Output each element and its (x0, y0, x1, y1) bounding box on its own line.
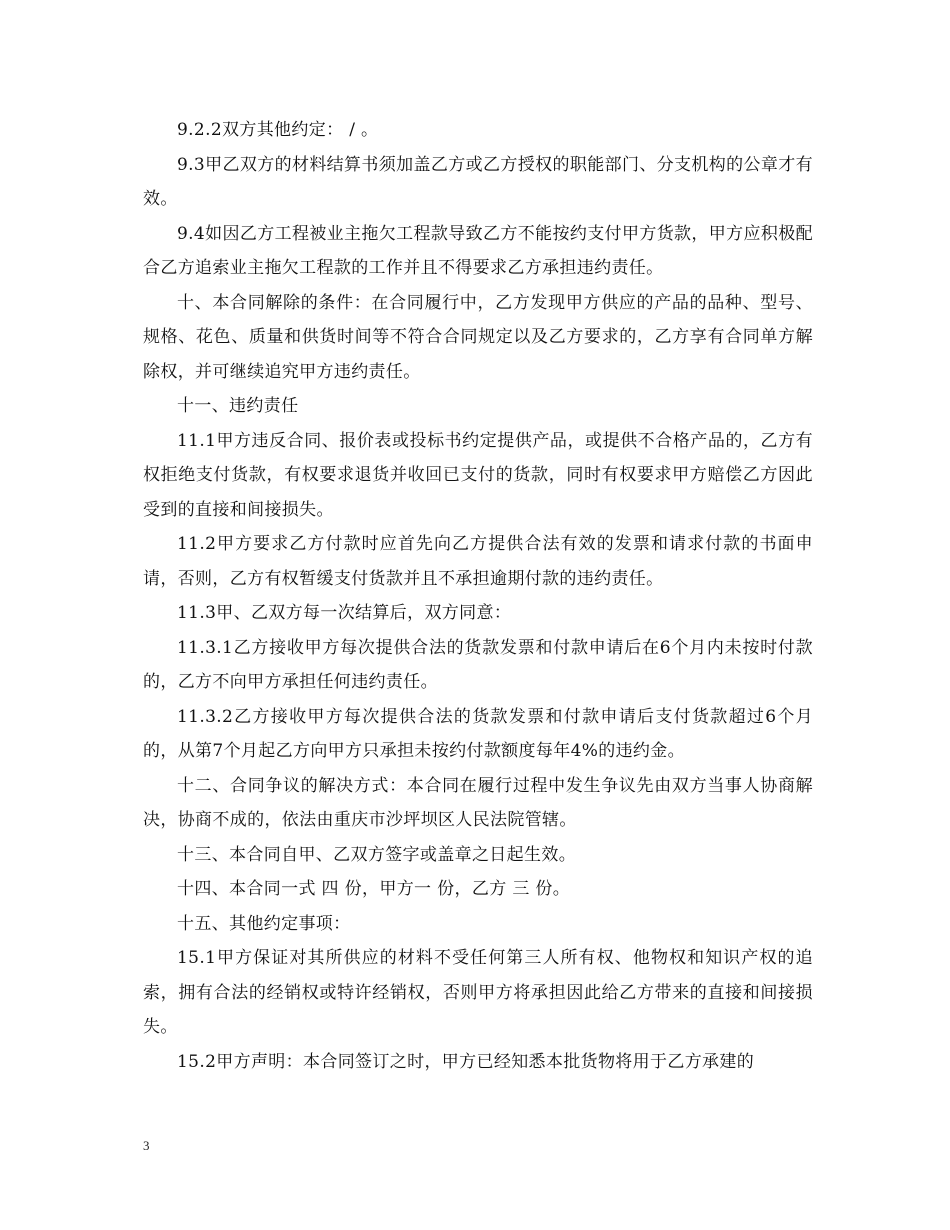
clause-11-heading: 十一、违约责任 (177, 396, 299, 416)
clause-11-3-1: 11.3.1乙方接收甲方每次提供合法的货款发票和付款申请后在6个月内未按时付款的，乙方不向甲方承担任何违约责任。 (143, 637, 813, 692)
clause-14-copies: 十四、本合同一式 四 份，甲方一 份，乙方 三 份。 (177, 879, 571, 899)
clause-15-2: 15.2甲方声明：本合同签订之时，甲方已经知悉本批货物将用于乙方承建的 (177, 1051, 755, 1072)
page-number: 3 (143, 1138, 150, 1153)
clause-9-2-2: 9.2.2双方其他约定： / 。 (177, 120, 379, 140)
clause-15-heading: 十五、其他约定事项： (177, 913, 351, 934)
clause-11-3: 11.3甲、乙双方每一次结算后，双方同意： (177, 603, 512, 623)
clause-9-3: 9.3甲乙双方的材料结算书须加盖乙方或乙方授权的职能部门、分支机构的公章才有效。 (143, 154, 813, 209)
clause-13-effective: 十三、本合同自甲、乙双方签字或盖章之日起生效。 (177, 844, 577, 865)
clause-11-2: 11.2甲方要求乙方付款时应首先向乙方提供合法有效的发票和请求付款的书面申请，否则，乙方有权暂缓支付货款并且不承担逾期付款的违约责任。 (143, 534, 813, 589)
clause-15-1: 15.1甲方保证对其所供应的材料不受任何第三人所有权、他物权和知识产权的追索，拥有合法的经销权或特许经销权，否则甲方将承担因此给乙方带来的直接和间接损失。 (143, 948, 813, 1037)
clause-10-termination: 十、本合同解除的条件：在合同履行中，乙方发现甲方供应的产品的品种、型号、规格、花色、质量和供货时间等不符合合同规定以及乙方要求的，乙方享有合同单方解除权，并可继续追究甲方违约责任。 (143, 292, 813, 382)
clause-11-3-2: 11.3.2乙方接收甲方每次提供合法的货款发票和付款申请后支付货款超过6个月的，从第7个月起乙方向甲方只承担未按约付款额度每年4%的违约金。 (143, 706, 813, 761)
clause-12-disputes: 十二、合同争议的解决方式：本合同在履行过程中发生争议先由双方当事人协商解决，协商不成的，依法由重庆市沙坪坝区人民法院管辖。 (143, 775, 813, 830)
document-body (143, 113, 813, 1079)
clause-11-1: 11.1甲方违反合同、报价表或投标书约定提供产品，或提供不合格产品的，乙方有权拒绝支付货款，有权要求退货并收回已支付的货款，同时有权要求甲方赔偿乙方因此受到的直接和间接损失。 (143, 430, 813, 520)
clause-9-4: 9.4如因乙方工程被业主拖欠工程款导致乙方不能按约支付甲方货款，甲方应积极配合乙方追索业主拖欠工程款的工作并且不得要求乙方承担违约责任。 (143, 223, 813, 278)
